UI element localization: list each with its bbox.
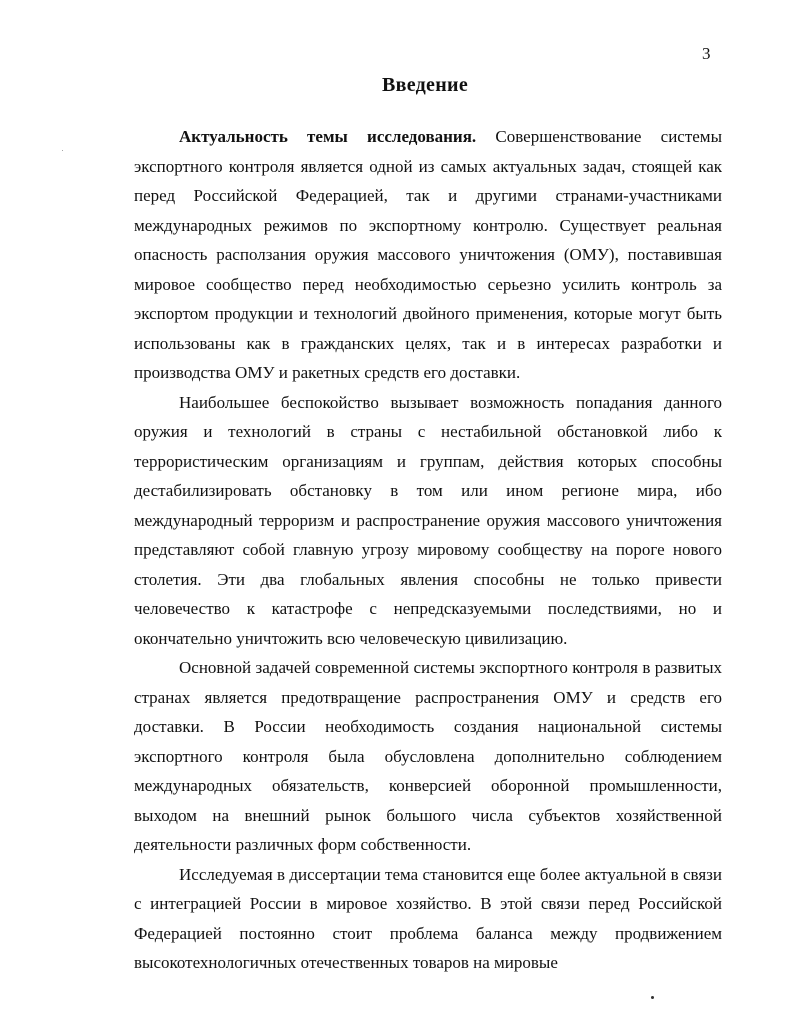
page-title: Введение xyxy=(381,74,469,96)
scan-speck xyxy=(651,996,654,999)
paragraph-text: Исследуемая в диссертации тема становится еще более актуальной в связи с интеграцией России в мировое хозяйство. В этой связи перед Российской Федерацией постоянно стоит проблема баланса между продвижением высокотехнологичных отечественных товаров на мировые xyxy=(134,864,722,972)
paragraph-integration xyxy=(134,860,722,978)
paragraph-lead: Актуальность темы исследования. xyxy=(179,127,477,146)
document-body xyxy=(134,122,722,978)
paragraph-concern xyxy=(134,388,722,654)
page-number: 3 xyxy=(702,44,711,63)
paragraph-main-task xyxy=(134,653,722,860)
paragraph-relevance xyxy=(134,122,722,388)
scan-speck xyxy=(62,150,63,151)
paragraph-text: Наибольшее беспокойство вызывает возможность попадания данного оружия и технологий в страны с нестабильной обстановкой либо к террористическим организациям и группам, действия которых способны дестабилизировать обстановку в том или ином регионе мира, ибо международный терроризм и распространение оружия массового уничтожения представляют собой главную угрозу мировому сообществу на пороге нового столетия. Эти два глобальных явления способны не только привести человечество к катастрофе с непредсказуемыми последствиями, но и окончательно уничтожить всю человеческую цивилизацию. xyxy=(134,392,722,648)
paragraph-text: Основной задачей современной системы экспортного контроля в развитых странах является предотвращение распространения ОМУ и средств его доставки. В России необходимость создания национальной системы экспортного контроля была обусловлена дополнительно соблюдением международных обязательств, конверсией оборонной промышленности, выходом на внешний рынок большого числа субъектов хозяйственной деятельности различных форм собственности. xyxy=(134,658,722,854)
paragraph-text: Совершенствование системы экспортного контроля является одной из самых актуальных задач, стоящей как перед Российской Федерацией, так и другими странами-участниками международных режимов по экспортному контролю. Существует реальная опасность расползания оружия массового уничтожения (ОМУ), поставившая мировое сообщество перед необходимостью серьезно усилить контроль за экспортом продукции и технологий двойного применения, которые могут быть использованы как в гражданских целях, так и в интересах разработки и производства ОМУ и ракетных средств его доставки. xyxy=(134,127,722,382)
